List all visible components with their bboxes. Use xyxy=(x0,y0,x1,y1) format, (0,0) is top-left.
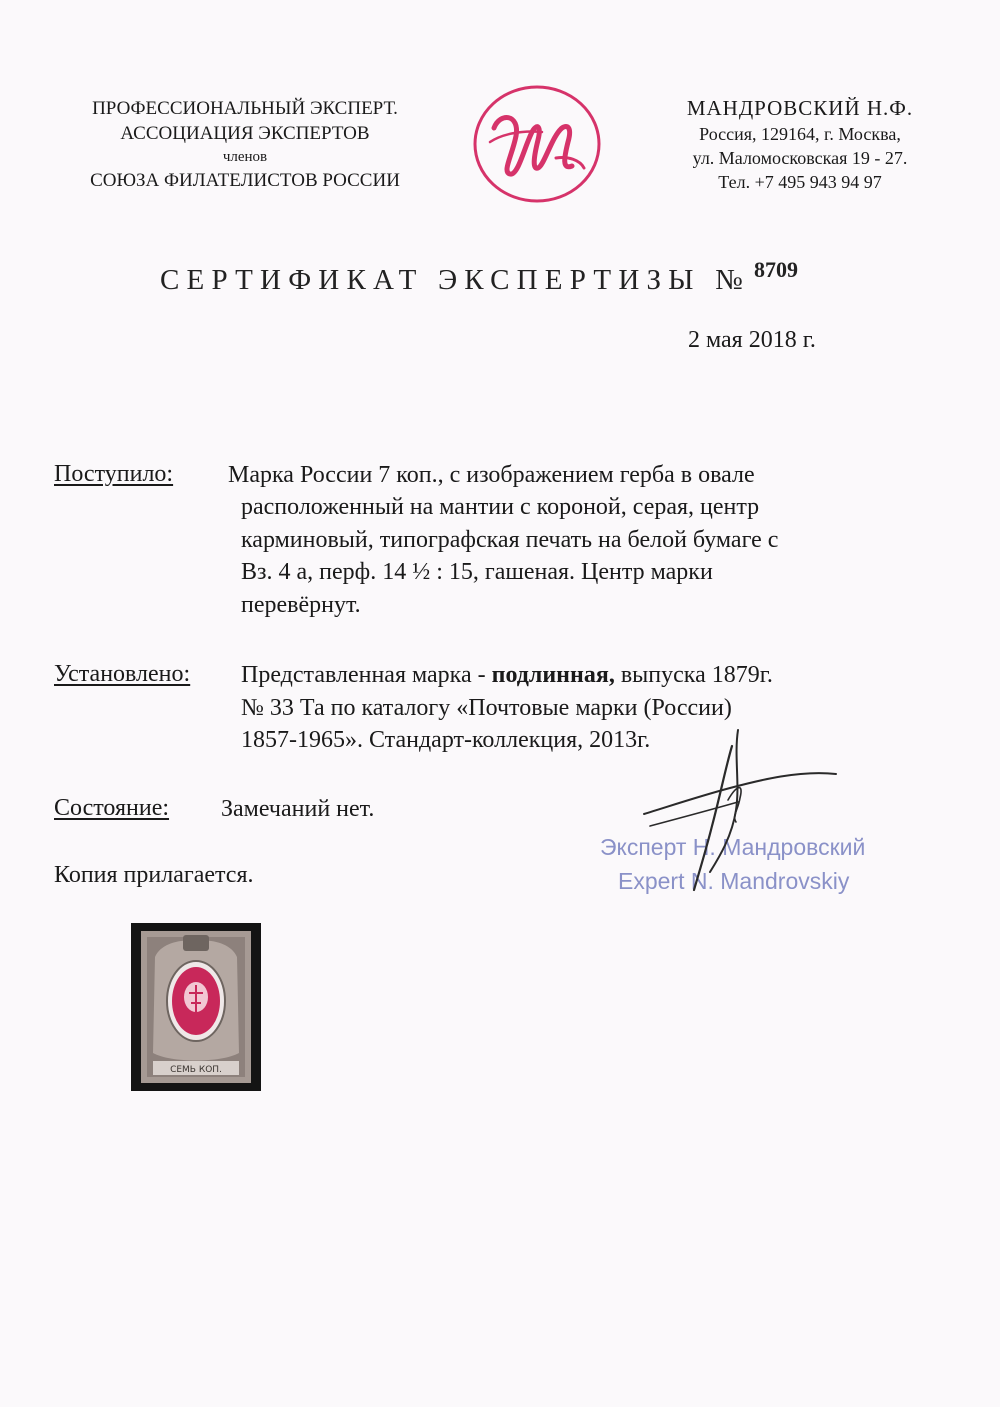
established-line2: № 33 Та по каталогу «Почтовые марки (России) xyxy=(241,694,732,721)
established-line1-post: выпуска 1879г. xyxy=(614,662,773,688)
established-label: Установлено: xyxy=(54,661,191,687)
received-label: Поступило: xyxy=(54,461,174,487)
established-line3: 1857-1965». Стандарт-коллекция, 2013г. xyxy=(241,727,651,753)
certificate-title-text: СЕРТИФИКАТ ЭКСПЕРТИЗЫ № xyxy=(160,264,750,296)
received-line: Марка России 7 коп., с изображением герба в овале xyxy=(228,462,755,488)
stamp-line-en: Expert N. Mandrovskiy xyxy=(618,868,850,894)
monogram-logo-icon xyxy=(472,84,602,204)
expert-address-line2: ул. Маломосковская 19 - 27. xyxy=(692,148,908,168)
received-line: расположенный на мантии с короной, серая, центр xyxy=(241,494,760,520)
received-text-cont xyxy=(241,491,906,621)
established-line1 xyxy=(241,659,911,692)
header-left-line3: членов xyxy=(222,149,268,165)
stamp-line-ru: Эксперт Н. Мандровский xyxy=(600,834,866,860)
received-line: карминовый, типографская печать на белой бумаге с xyxy=(241,526,779,553)
svg-text:СЕМЬ КОП.: СЕМЬ КОП. xyxy=(170,1065,222,1075)
expert-header xyxy=(650,94,950,194)
certificate-date: 2 мая 2018 г. xyxy=(688,327,816,353)
signature-icon xyxy=(640,726,840,896)
certificate-number: 8709 xyxy=(754,257,798,282)
header-left-line1: ПРОФЕССИОНАЛЬНЫЙ ЭКСПЕРТ. xyxy=(92,98,398,119)
copy-note: Копия прилагается. xyxy=(54,862,254,888)
received-line: перевёрнут. xyxy=(241,591,361,618)
received-text xyxy=(228,459,906,492)
established-line1-pre: Представленная марка - xyxy=(241,662,492,688)
association-header xyxy=(40,96,450,193)
certificate-title xyxy=(160,257,798,297)
expert-address-line1: Россия, 129164, г. Москва, xyxy=(699,124,901,144)
condition-text: Замечаний нет. xyxy=(221,796,375,822)
stamp-copy-image xyxy=(131,923,261,1091)
expert-name: МАНДРОВСКИЙ Н.Ф. xyxy=(686,96,914,120)
header-left-line2: АССОЦИАЦИЯ ЭКСПЕРТОВ xyxy=(120,123,370,144)
received-line: Вз. 4 а, перф. 14 ½ : 15, гашеная. Центр марки xyxy=(241,559,713,585)
expert-phone: Тел. +7 495 943 94 97 xyxy=(718,172,882,192)
condition-label: Состояние: xyxy=(54,795,170,821)
authenticity-verdict: подлинная, xyxy=(491,662,615,688)
header-left-line4: СОЮЗА ФИЛАТЕЛИСТОВ РОССИИ xyxy=(90,170,400,191)
